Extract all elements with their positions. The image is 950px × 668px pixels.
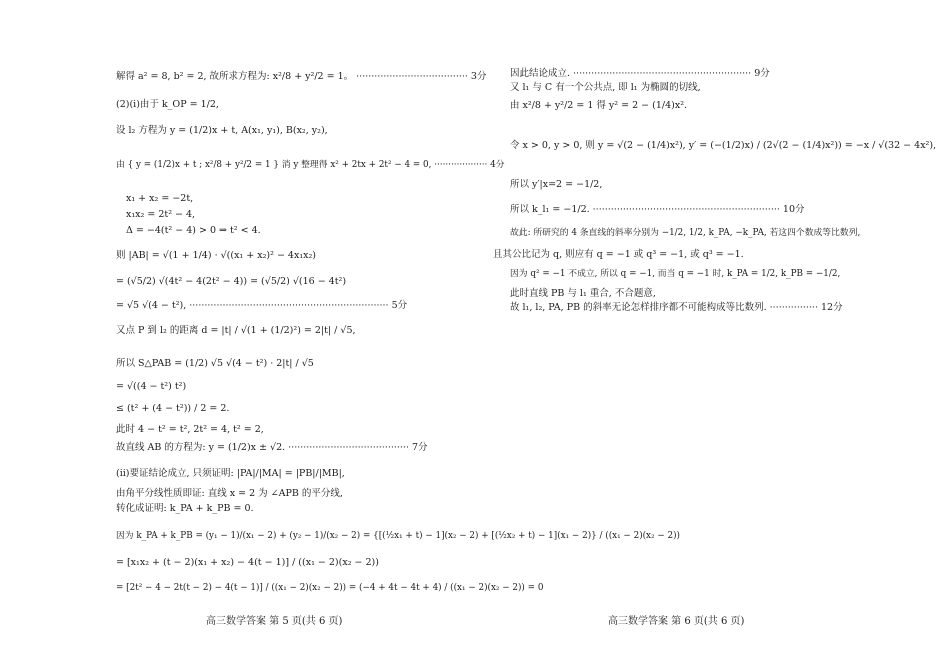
- left-line-3: 设 l₂ 方程为 y = (1/2)x + t, A(x₁, y₁), B(x₂, y₂),: [116, 125, 328, 136]
- left-line-10: = √5 √(4 − t²), ·································································· 5分: [116, 300, 408, 311]
- left-line-2: (2)(ⅰ)由于 k_OP = 1/2,: [116, 99, 219, 110]
- left-line-22: = [2t² − 4 − 2t(t − 2) − 4(t − 1)] / ((x₁ − 2)(x₂ − 2)) = (−4 + 4t − 4t + 4) / ((x₁ − 2)(x₂ − 2)) = 0: [116, 583, 544, 593]
- right-line-3: 由 x²/8 + y²/2 = 1 得 y² = 2 − (1/4)x².: [510, 100, 688, 111]
- left-line-19: 转化成证明: k_PA + k_PB = 0.: [116, 503, 254, 514]
- left-line-7: Δ = −4(t² − 4) > 0 ⇒ t² < 4.: [126, 225, 261, 236]
- right-line-9: 因为 q² = −1 不成立, 所以 q = −1, 而当 q = −1 时, k_PA = 1/2, k_PB = −1/2,: [510, 269, 841, 279]
- left-line-21: = [x₁x₂ + (t − 2)(x₁ + x₂) − 4(t − 1)] / ((x₁ − 2)(x₂ − 2)): [116, 557, 379, 568]
- left-line-5: x₁ + x₂ = −2t,: [126, 193, 194, 204]
- left-line-8: 则 |AB| = √(1 + 1/4) · √((x₁ + x₂)² − 4x₁x₂): [116, 250, 317, 261]
- left-line-14: ≤ (t² + (4 − t²)) / 2 = 2.: [116, 403, 230, 414]
- left-footer: 高三数学答案 第 5 页(共 6 页): [206, 616, 343, 627]
- right-line-7: 故此: 所研究的 4 条直线的斜率分别为 −1/2, 1/2, k_PA, −k_PA, 若这四个数成等比数列,: [510, 228, 861, 238]
- right-line-4: 令 x > 0, y > 0, 则 y = √(2 − (1/4)x²), y′ = (−(1/2)x) / (2√(2 − (1/4)x²)) = −x / √(32 − 4x²),: [510, 140, 937, 151]
- left-line-18: 由角平分线性质即证: 直线 x = 2 为 ∠APB 的平分线,: [116, 488, 343, 499]
- left-line-11: 又点 P 到 l₂ 的距离 d = |t| / √(1 + (1/2)²) = 2|t| / √5,: [116, 325, 356, 336]
- right-footer: 高三数学答案 第 6 页(共 6 页): [608, 616, 745, 627]
- right-line-6: 所以 k_l₁ = −1/2. ······························································ 10分: [510, 204, 805, 215]
- right-line-11: 故 l₁, l₂, PA, PB 的斜率无论怎样排序都不可能构成等比数列. ················ 12分: [510, 302, 843, 313]
- left-line-12: 所以 S△PAB = (1/2) √5 √(4 − t²) · 2|t| / √5: [116, 358, 314, 369]
- left-line-9: = (√5/2) √(4t² − 4(2t² − 4)) = (√5/2) √(16 − 4t²): [116, 276, 347, 287]
- right-page: [475, 0, 950, 668]
- left-line-6: x₁x₂ = 2t² − 4,: [126, 209, 196, 220]
- right-line-5: 所以 y′|x=2 = −1/2,: [510, 179, 603, 190]
- right-line-10: 此时直线 PB 与 l₁ 重合, 不合题意,: [510, 288, 656, 299]
- left-line-1: 解得 a² = 8, b² = 2, 故所求方程为: x²/8 + y²/2 = 1。 ····································· 3分: [116, 71, 487, 82]
- left-line-17: (ⅱ)要证结论成立, 只须证明: |PA|/|MA| = |PB|/|MB|,: [116, 468, 345, 479]
- left-line-13: = √((4 − t²) t²): [116, 381, 187, 392]
- left-line-15: 此时 4 − t² = t², 2t² = 4, t² = 2,: [116, 424, 264, 435]
- right-line-2: 又 l₁ 与 C 有一个公共点, 即 l₁ 为椭圆的切线,: [510, 82, 701, 93]
- right-line-1: 因此结论成立. ··························································· 9分: [510, 68, 770, 79]
- left-line-16: 故直线 AB 的方程为: y = (1/2)x ± √2. ········································ 7分: [116, 442, 428, 453]
- left-line-20: 因为 k_PA + k_PB = (y₁ − 1)/(x₁ − 2) + (y₂ − 1)/(x₂ − 2) = {[(½x₁ + t) − 1](x₂ − 2) + [(½x₂ + t) − 1](x₁ − 2)} / ((x₁ − 2)(x₂ − 2)): [116, 531, 680, 541]
- right-line-8: 且其公比记为 q, 则应有 q = −1 或 q³ = −1, 或 q³ = −1.: [493, 249, 744, 260]
- left-line-4: 由 { y = (1/2)x + t ; x²/8 + y²/2 = 1 } 消 y 整理得 x² + 2tx + 2t² − 4 = 0, ··················· 4分: [116, 160, 505, 170]
